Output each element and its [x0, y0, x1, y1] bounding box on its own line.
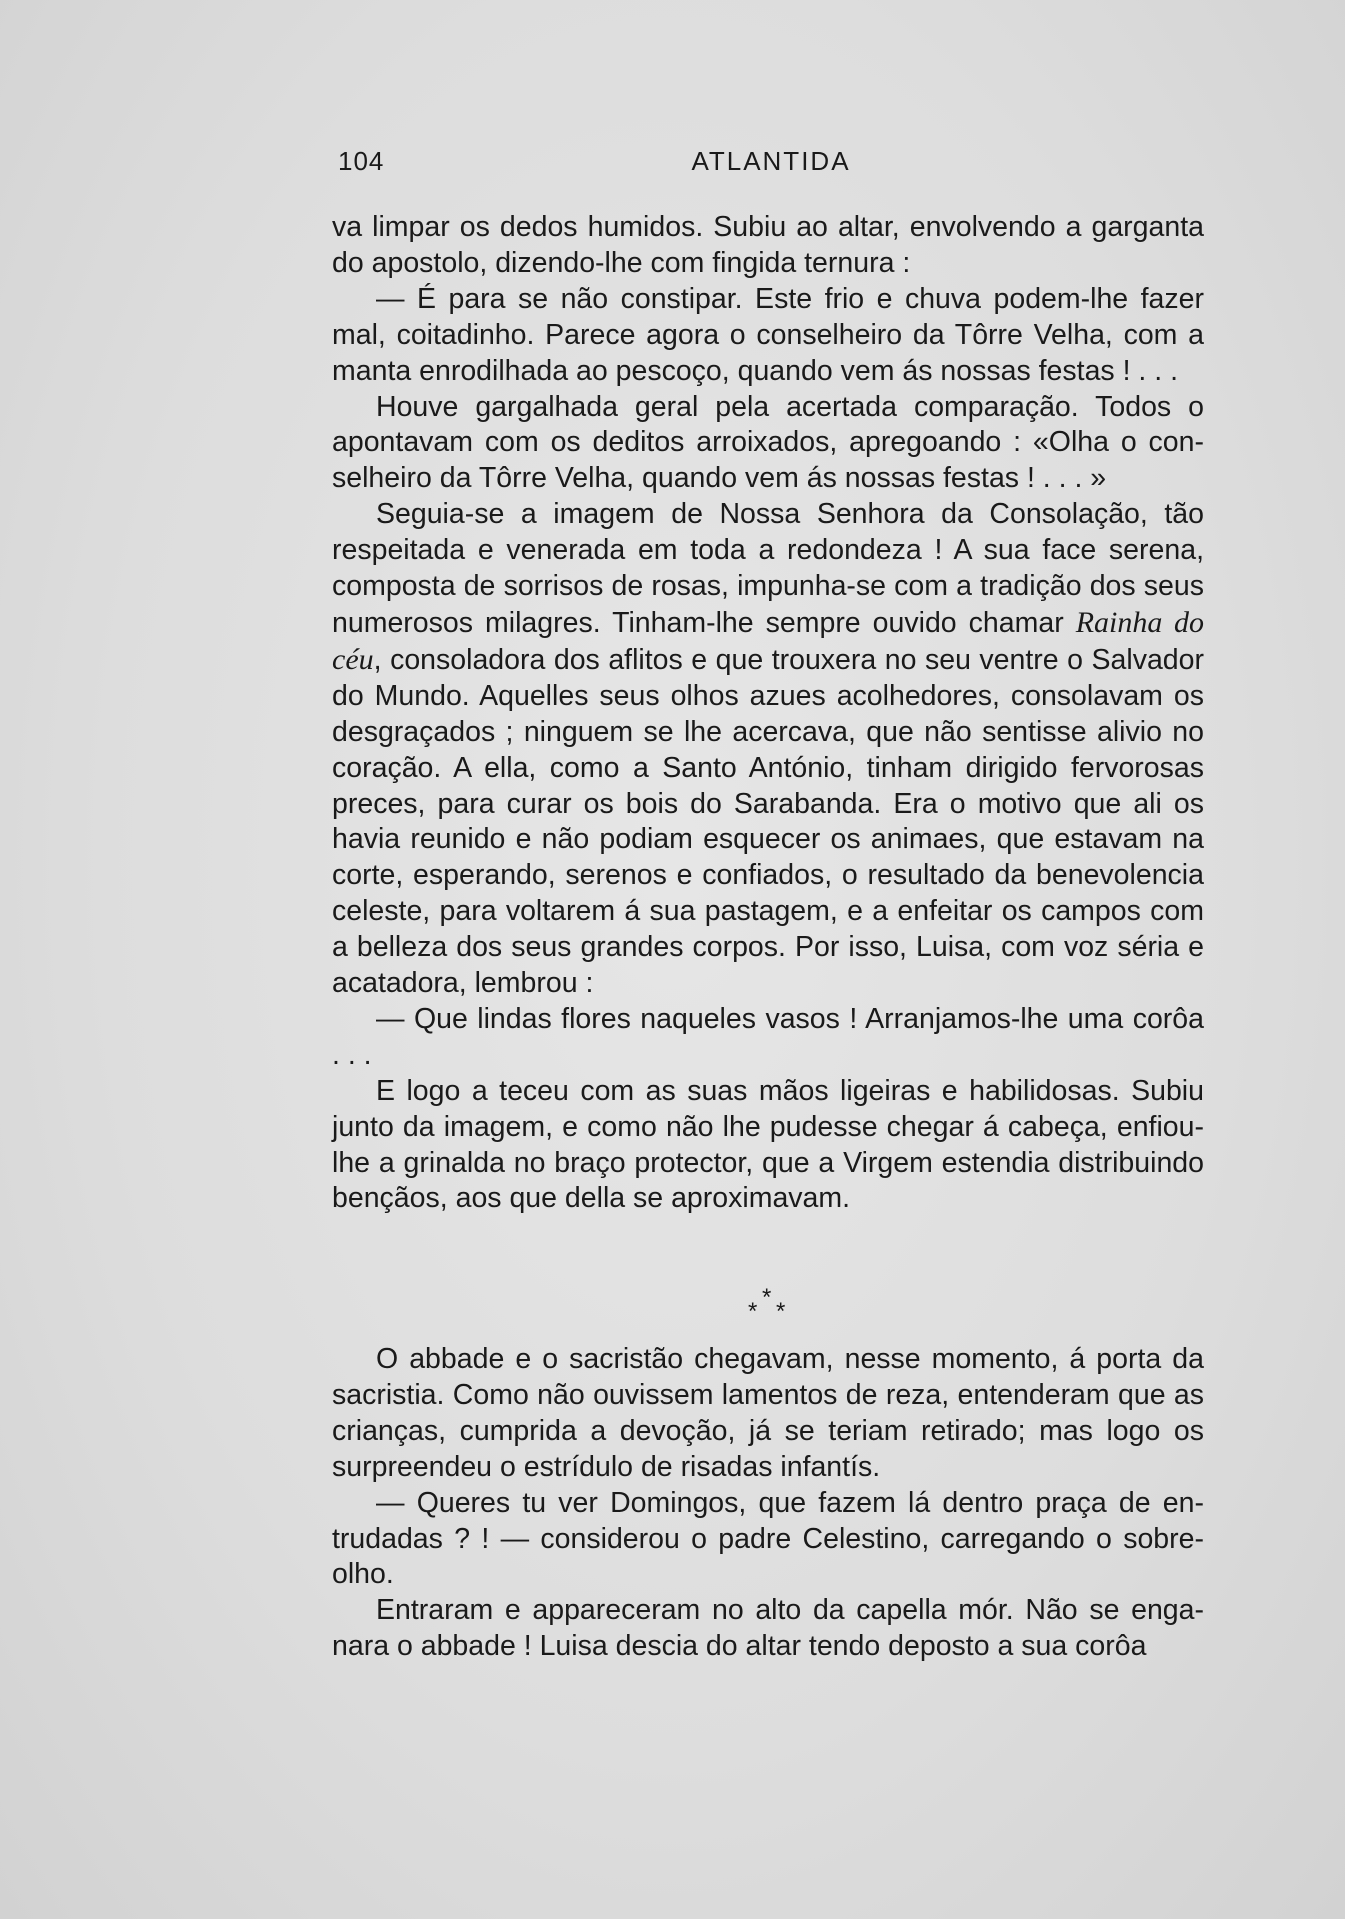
paragraph-dialogue-2: — Que lindas flores naqueles vasos ! Arranjamos-lhe uma corôa . . .: [332, 1002, 1204, 1071]
paragraph-5: O abbade e o sacristão chegavam, nesse momento, á porta da sacristia. Como não ouvissem lamentos de reza, entenderam que as crianças, cumprida a devoção, já se teriam retirado; mas logo os surpreendeu o estrídulo de risadas infantís.: [332, 1343, 1204, 1483]
page-number: 104: [338, 146, 385, 176]
paragraph-4: E logo a teceu com as suas mãos ligeiras e habilidosas. Subiu junto da imagem, e como não lhe pudesse chegar á cabeça, enfiou-lhe a grinalda no braço protector, que a Virgem estendia distribuindo bençãos, aos que della se aproximavam.: [332, 1074, 1204, 1215]
paragraph-dialogue-3: — Queres tu ver Domingos, que fazem lá dentro praça de entrudadas ? ! — considerou o padre Celestino, carregando o sobreolho.: [332, 1486, 1204, 1591]
paragraph-continuation: va limpar os dedos humidos. Subiu ao altar, envolvendo a garganta do apostolo, dizendo-lhe com fingida ternura :: [332, 211, 1204, 279]
running-head: [338, 146, 1204, 180]
asterism-star-top: *: [762, 1284, 772, 1311]
text-block-lower: [332, 1342, 1204, 1665]
running-title: ATLANTIDA: [691, 146, 851, 176]
paragraph-3-part-1: Seguia-se a imagem de Nossa Senhora da Consolação, tão respeitada e venerada em toda a redondeza ! A sua face serena, composta de sorrisos de rosas, impunha-se com a tradição dos seus numerosos milagres. Tinham-lhe sempre ouvido chamar: [332, 498, 1204, 639]
paragraph-dialogue-1: — É para se não constipar. Este frio e chuva podem-lhe fazer mal, coitadinho. Parece agora o conselheiro da Tôrre Velha, com a manta enrodilhada ao pescoço, quando vem ás nossas festas ! . . .: [332, 282, 1204, 387]
asterism-star-left: *: [748, 1298, 758, 1325]
paragraph-2: Houve gargalhada geral pela acertada comparação. Todos o apontavam com os deditos arroixados, apregoando : «Olha o conselheiro da Tôrre Velha, quando vem ás nossas festas ! . . . »: [332, 390, 1204, 495]
paragraph-6: Entraram e appareceram no alto da capella mór. Não se enganara o abbade ! Luisa descia do altar tendo deposto a sua corôa: [332, 1594, 1204, 1663]
text-block-upper: [332, 210, 1204, 1217]
asterism-star-right: *: [776, 1298, 786, 1325]
paragraph-3: [332, 497, 1204, 1002]
italic-phrase: Rainha do céu: [332, 605, 1204, 676]
paragraph-3-part-2: , consoladora dos aflitos e que trouxera no seu ventre o Salvador do Mundo. Aquelles seus olhos azues acolhedores, consolavam os desgraçados ; ninguem se lhe acercava, que não sentisse alivio no coração. A ella, como a Santo António, tinham dirigido fervorosas preces, para curar os bois do Sarabanda. Era o motivo que ali os havia reunido e não podiam esquecer os animaes, que estavam na corte, esperando, serenos e confiados, o resultado da benevolencia celeste, para voltarem á sua pastagem, e a enfeitar os campos com a belleza dos seus grandes corpos. Por isso, Luisa, com voz séria e acatadora, lembrou :: [332, 643, 1204, 1000]
section-break-asterism: [730, 1284, 820, 1330]
